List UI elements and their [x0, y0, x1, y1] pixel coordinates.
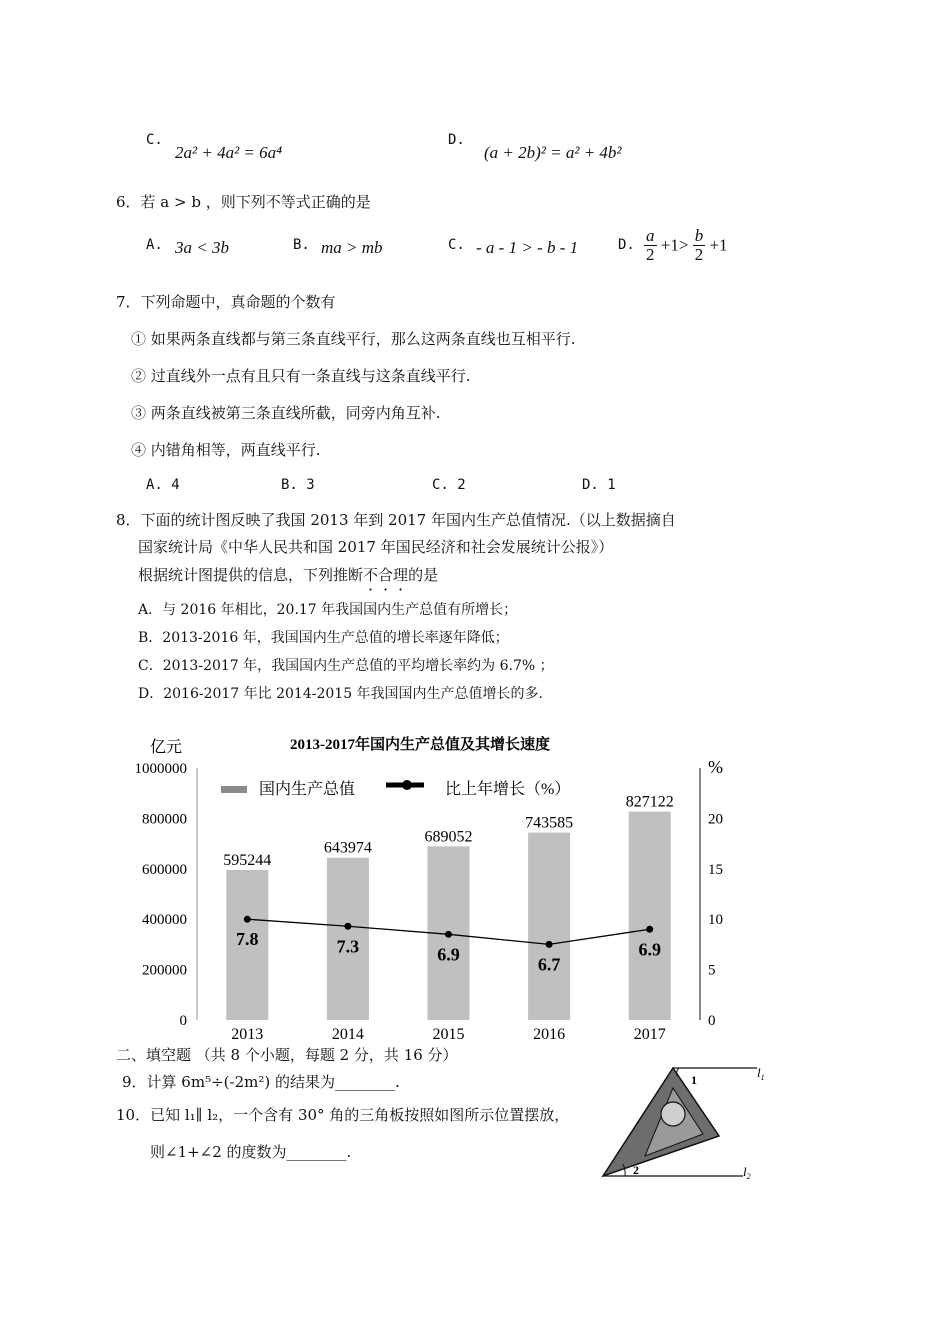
q8-stem-line-2: 国家统计局《中华人民共和国 2017 年国民经济和社会发展统计公报》）	[138, 538, 614, 556]
growth-value-label: 7.8	[236, 929, 259, 950]
q6-stem: 6．若 a > b ，则下列不等式正确的是	[116, 193, 371, 211]
growth-value-label: 6.9	[638, 939, 661, 960]
bar-2016	[528, 833, 570, 1020]
q10-line-2: 则∠1+∠2 的度数为________.	[150, 1143, 352, 1161]
q7-option-c: C. 2	[432, 477, 466, 493]
q6-option-d-expr: $\frac{a}{2}$ +1> $\frac{b}{2}$ +1	[646, 226, 728, 264]
y-tick-label: 0	[179, 1013, 187, 1029]
x-tick-label: 2015	[432, 1026, 465, 1043]
growth-point-2015	[445, 931, 452, 938]
bar-value-label: 595244	[223, 851, 272, 869]
q10-triangle-figure	[595, 1058, 780, 1186]
growth-value-label: 6.9	[437, 944, 460, 965]
legend-line-label: 比上年增长（%）	[445, 781, 571, 798]
q7-option-d: D. 1	[582, 477, 616, 493]
chart-ylabel: 亿元	[150, 739, 183, 756]
legend-bar-swatch	[221, 786, 247, 793]
q5-option-c-label: C.	[146, 132, 163, 148]
q6-option-a-label: A.	[146, 237, 163, 253]
q5-option-d-expr: (a + 2b)² = a² + 4b²	[484, 143, 622, 162]
y-tick-label: 800000	[142, 811, 187, 828]
y2-tick-label: 10	[708, 912, 723, 929]
q8-stem-line-1: 8．下面的统计图反映了我国 2013 年到 2017 年国内生产总值情况.（以上数据摘自	[116, 511, 676, 529]
bar-value-label: 743585	[525, 814, 574, 832]
y2-tick-label: 15	[708, 861, 723, 878]
q10-line-1: 10．已知 l₁∥ l₂，一个含有 30° 角的三角板按照如图所示位置摆放，	[116, 1106, 570, 1124]
q7-statement-2: ② 过直线外一点有且只有一条直线与这条直线平行.	[131, 367, 471, 385]
y2-tick-label: 5	[708, 962, 716, 979]
q8-stem-post: 的是	[408, 566, 439, 584]
growth-point-2013	[244, 916, 251, 923]
l1-label: $l_1$	[757, 1065, 765, 1082]
bar-value-label: 689052	[424, 828, 473, 846]
x-tick-label: 2016	[533, 1026, 566, 1043]
angle-1-label: 1	[691, 1073, 697, 1087]
q8-stem-line-3	[138, 564, 438, 585]
q8-option-b: B．2013-2016 年，我国国内生产总值的增长率逐年降低；	[138, 630, 509, 646]
y2-tick-label: 20	[708, 811, 723, 828]
q8-stem-emphasis	[363, 566, 408, 584]
q7-option-a: A. 4	[146, 477, 180, 493]
q6-option-c-expr: - a - 1 > - b - 1	[476, 238, 579, 257]
growth-point-2017	[646, 926, 653, 933]
q8-option-a: A．与 2016 年相比，20.17 年我国国内生产总值有所增长；	[138, 602, 518, 618]
y2-tick-label: 0	[708, 1013, 716, 1029]
q8-option-d: D．2016-2017 年比 2014-2015 年我国国内生产总值增长的多.	[138, 686, 544, 702]
q7-statement-1: ① 如果两条直线都与第三条直线平行，那么这两条直线也互相平行.	[131, 330, 576, 348]
q9-text: 9．计算 6m⁵÷(-2m²) 的结果为________.	[122, 1073, 400, 1091]
section-2-heading: 二、填空题 （共 8 个小题，每题 2 分，共 16 分）	[116, 1046, 458, 1064]
emphasized-char: 合	[378, 566, 394, 584]
q8-stem-pre: 根据统计图提供的信息，下列推断	[138, 566, 364, 584]
growth-value-label: 6.7	[537, 954, 561, 975]
q5-option-c-expr: 2a² + 4a² = 6a⁴	[175, 143, 283, 162]
x-tick-label: 2014	[331, 1026, 364, 1043]
chart-y2label: %	[708, 757, 723, 777]
gdp-chart	[0, 725, 950, 1045]
emphasized-char: 理	[393, 566, 409, 584]
q6-option-b-expr: ma > mb	[321, 238, 383, 257]
bar-value-label: 643974	[323, 839, 372, 857]
y-tick-label: 400000	[142, 912, 187, 929]
angle-2-label: 2	[633, 1163, 639, 1177]
bar-value-label: 827122	[625, 793, 674, 811]
q7-statement-3: ③ 两条直线被第三条直线所截，同旁内角互补.	[131, 404, 441, 422]
x-tick-label: 2013	[231, 1026, 264, 1043]
q6-option-c-label: C.	[448, 237, 465, 253]
y-tick-label: 600000	[142, 861, 187, 878]
y-tick-label: 1000000	[134, 761, 187, 777]
chart-title: 2013-2017年国内生产总值及其增长速度	[290, 737, 550, 753]
growth-value-label: 7.3	[336, 936, 360, 957]
q6-option-a-expr: 3a < 3b	[175, 238, 229, 257]
y-tick-label: 200000	[142, 962, 187, 979]
q6-option-b-label: B.	[293, 237, 310, 253]
set-square-hole	[661, 1102, 685, 1126]
growth-point-2016	[546, 941, 553, 948]
emphasized-char: 不	[363, 566, 379, 584]
q7-statement-4: ④ 内错角相等，两直线平行.	[131, 441, 321, 459]
growth-point-2014	[344, 923, 351, 930]
q6-option-d-label: D.	[618, 237, 635, 253]
q7-stem: 7．下列命题中，真命题的个数有	[116, 293, 336, 311]
legend-bar-label: 国内生产总值	[259, 781, 356, 798]
q7-option-b: B. 3	[281, 477, 315, 493]
x-tick-label: 2017	[633, 1026, 666, 1043]
l2-label: $l_2$	[743, 1164, 751, 1181]
q8-option-c: C．2013-2017 年，我国国内生产总值的平均增长率约为 6.7% ；	[138, 658, 554, 674]
legend-line-marker	[402, 780, 412, 790]
bar-2017	[629, 812, 671, 1020]
q5-option-d-label: D.	[448, 132, 465, 148]
